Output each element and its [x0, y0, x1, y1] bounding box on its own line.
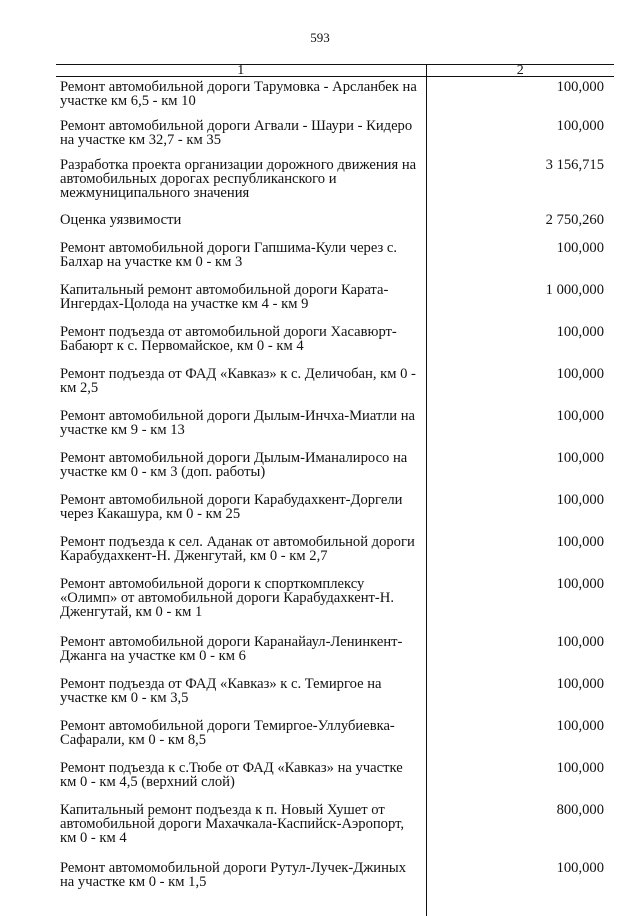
- row-amount: 100,000: [556, 79, 604, 95]
- row-amount: 800,000: [556, 802, 604, 818]
- table-row: [56, 532, 614, 574]
- row-description: Ремонт подъезда от ФАД «Кавказ» к с. Деличобан, км 0 - км 2,5: [56, 364, 426, 406]
- row-description: Ремонт автомобильной дороги Темиргое-Уллубиевка-Сафарали, км 0 - км 8,5: [56, 716, 426, 758]
- row-description: Ремонт подъезда от автомобильной дороги Хасавюрт-Бабаюрт к с. Первомайское, км 0 - км 4: [56, 322, 426, 364]
- table-row: [56, 632, 614, 674]
- row-amount: 100,000: [556, 576, 604, 592]
- row-amount: 100,000: [556, 676, 604, 692]
- row-description: Ремонт автомобильной дороги к спорткомплексу «Олимп» от автомобильной дороги Карабудахкент-Н. Дженгутай, км 0 - км 1: [56, 574, 426, 632]
- row-description: Капитальный ремонт автомобильной дороги Карата-Ингердах-Цолода на участке км 4 - км 9: [56, 280, 426, 322]
- row-amount: 100,000: [556, 634, 604, 650]
- table-row: [56, 155, 614, 210]
- row-description: Ремонт автомобильной дороги Агвали - Шаури - Кидеро на участке км 32,7 - км 35: [56, 116, 426, 155]
- table-row: [56, 800, 614, 858]
- table-row: [56, 238, 614, 280]
- row-amount: 100,000: [556, 492, 604, 508]
- row-description: Ремонт автомобильной дороги Тарумовка - Арсланбек на участке км 6,5 - км 10: [56, 77, 426, 117]
- table-row: [56, 77, 614, 117]
- row-description: Оценка уязвимости: [56, 210, 426, 238]
- table-row: [56, 574, 614, 632]
- table-row: [56, 322, 614, 364]
- column-header-1: 1: [56, 65, 426, 77]
- page-number: 593: [310, 30, 330, 45]
- table-row: [56, 674, 614, 716]
- row-amount: 100,000: [556, 240, 604, 256]
- row-description: Ремонт автомобильной дороги Дылым-Иманалиросо на участке км 0 - км 3 (доп. работы): [56, 448, 426, 490]
- row-amount: 2 750,260: [545, 212, 604, 228]
- row-description: Ремонт автомомобильной дороги Рутул-Лучек-Джиных на участке км 0 - км 1,5: [56, 858, 426, 916]
- row-description: Капитальный ремонт подъезда к п. Новый Хушет от автомобильной дороги Махачкала-Каспийск-Аэропорт, км 0 - км 4: [56, 800, 426, 858]
- row-amount: 100,000: [556, 760, 604, 776]
- row-amount: 100,000: [556, 860, 604, 876]
- row-amount: 100,000: [556, 324, 604, 340]
- row-description: Ремонт автомобильной дороги Гапшима-Кули через с. Балхар на участке км 0 - км 3: [56, 238, 426, 280]
- budget-table: [56, 64, 614, 916]
- row-amount: 100,000: [556, 366, 604, 382]
- table-row: [56, 858, 614, 916]
- row-amount: 100,000: [556, 118, 604, 134]
- row-description: Разработка проекта организации дорожного движения на автомобильных дорогах республиканского и межмуниципального значения: [56, 155, 426, 210]
- table-row: [56, 280, 614, 322]
- row-amount: 100,000: [556, 450, 604, 466]
- row-description: Ремонт автомобильной дороги Карабудахкент-Доргели через Какашура, км 0 - км 25: [56, 490, 426, 532]
- table-row: [56, 116, 614, 155]
- column-header-2: 2: [426, 65, 614, 77]
- row-description: Ремонт подъезда к с.Тюбе от ФАД «Кавказ» на участке км 0 - км 4,5 (верхний слой): [56, 758, 426, 800]
- table-row: [56, 448, 614, 490]
- table-row: [56, 490, 614, 532]
- table-row: [56, 758, 614, 800]
- table-row: [56, 364, 614, 406]
- table-row: [56, 210, 614, 238]
- row-amount: 1 000,000: [545, 282, 604, 298]
- table-header-row: [56, 65, 614, 77]
- row-description: Ремонт подъезда к сел. Аданак от автомобильной дороги Карабудахкент-Н. Дженгутай, км 0 - км 2,7: [56, 532, 426, 574]
- table-row: [56, 716, 614, 758]
- row-amount: 100,000: [556, 718, 604, 734]
- row-description: Ремонт автомобильной дороги Дылым-Инчха-Миатли на участке км 9 - км 13: [56, 406, 426, 448]
- row-amount: 3 156,715: [545, 157, 604, 173]
- row-description: Ремонт подъезда от ФАД «Кавказ» к с. Темиргое на участке км 0 - км 3,5: [56, 674, 426, 716]
- row-amount: 100,000: [556, 534, 604, 550]
- row-amount: 100,000: [556, 408, 604, 424]
- table-row: [56, 406, 614, 448]
- row-description: Ремонт автомобильной дороги Каранайаул-Ленинкент-Джанга на участке км 0 - км 6: [56, 632, 426, 674]
